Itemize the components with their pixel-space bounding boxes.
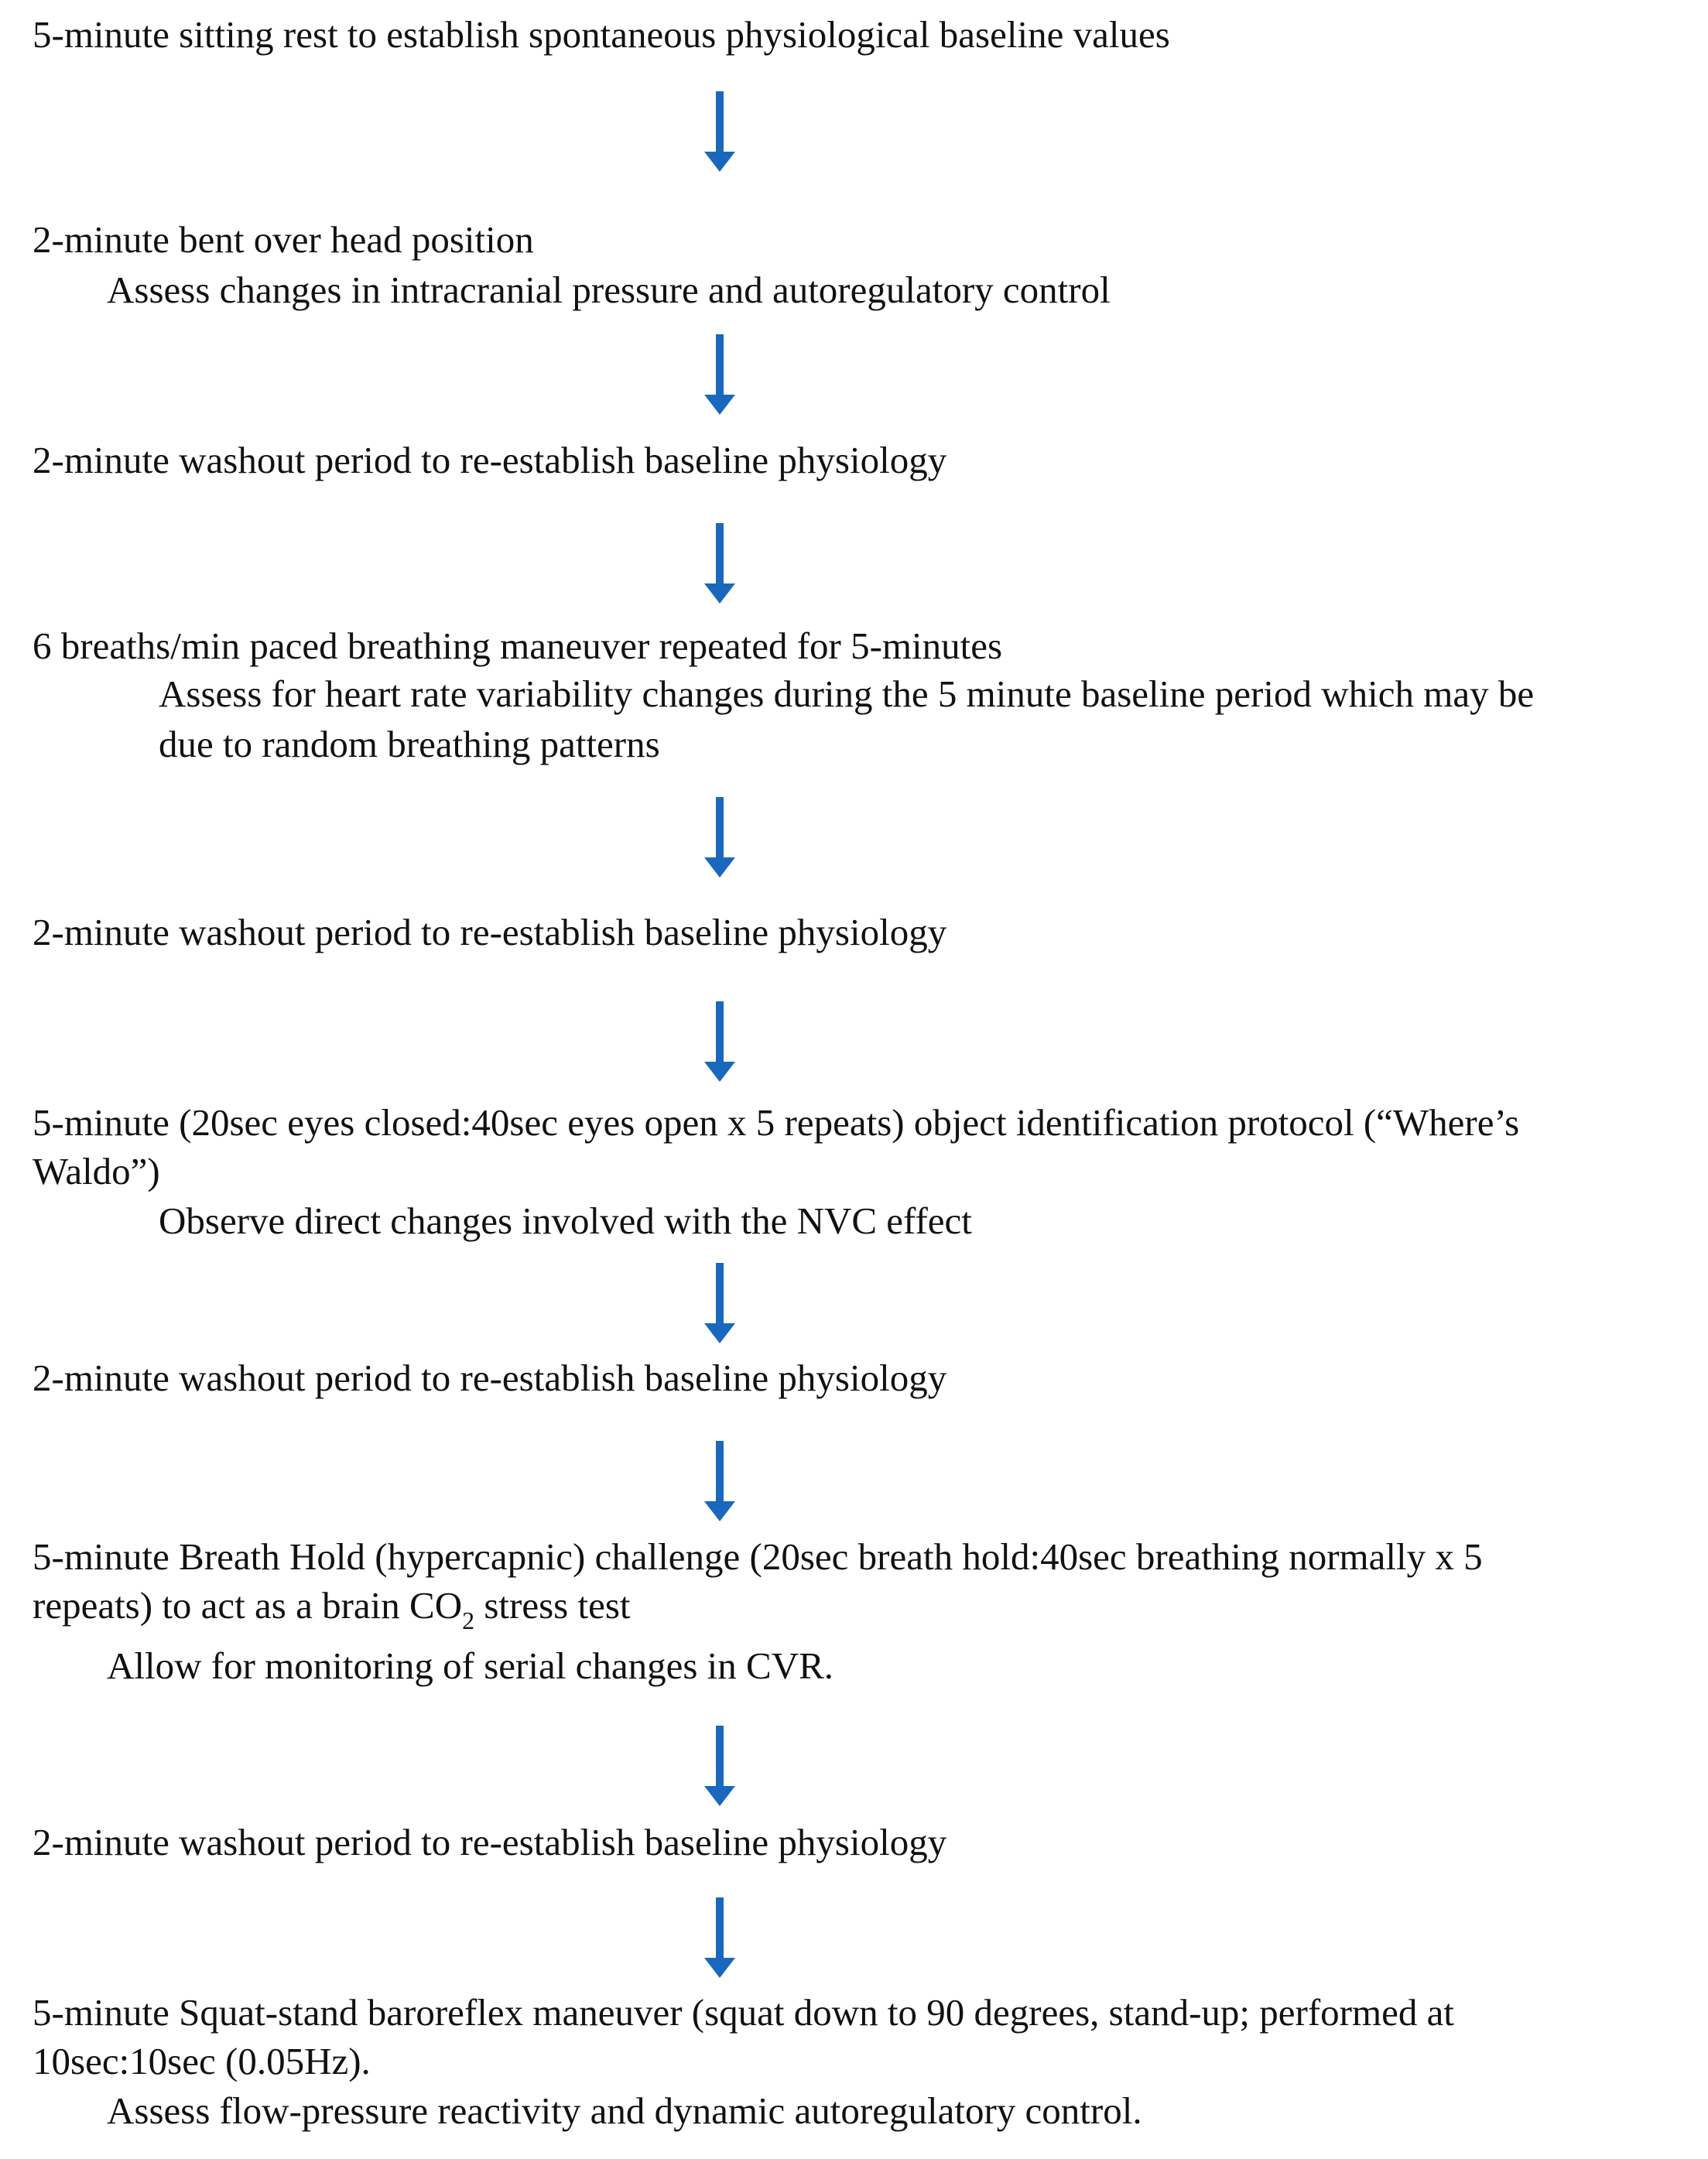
down-arrow-icon <box>697 1263 743 1343</box>
down-arrow-shape <box>704 523 735 604</box>
down-arrow-icon <box>697 797 743 878</box>
down-arrow-shape <box>704 1726 735 1806</box>
down-arrow-shape <box>704 334 735 415</box>
down-arrow-icon <box>697 1897 743 1978</box>
down-arrow-shape <box>704 1897 735 1978</box>
down-arrow-icon <box>697 334 743 415</box>
down-arrow-shape <box>704 1001 735 1082</box>
down-arrow-shape <box>704 1441 735 1521</box>
step-6-detail: Observe direct changes involved with the NVC effect <box>159 1199 972 1242</box>
down-arrow-icon <box>697 1441 743 1521</box>
step-10-title-line-2: 10sec:10sec (0.05Hz). <box>33 2040 371 2082</box>
step-9-title: 2-minute washout period to re-establish baseline physiology <box>33 1821 947 1863</box>
step-8-title-line-1: 5-minute Breath Hold (hypercapnic) challenge (20sec breath hold:40sec breathing normally x 5 <box>33 1535 1483 1578</box>
down-arrow-shape <box>704 1263 735 1343</box>
down-arrow-icon <box>697 1726 743 1806</box>
step-4-detail-line-1: Assess for heart rate variability changes during the 5 minute baseline period which may be <box>159 672 1535 715</box>
step-4-title: 6 breaths/min paced breathing maneuver repeated for 5-minutes <box>33 624 1003 667</box>
step-4-detail-line-2: due to random breathing patterns <box>159 723 660 765</box>
step-8-co2-subscript: 2 <box>462 1606 475 1634</box>
down-arrow-shape <box>704 91 735 172</box>
step-10-title-line-1: 5-minute Squat-stand baroreflex maneuver (squat down to 90 degrees, stand-up; performed at <box>33 1991 1454 2034</box>
step-2-detail: Assess changes in intracranial pressure and autoregulatory control <box>107 269 1111 311</box>
step-8-title-line-2-text: repeats) to act as a brain CO <box>33 1584 463 1627</box>
step-8-detail: Allow for monitoring of serial changes in CVR. <box>107 1644 834 1687</box>
step-5-title: 2-minute washout period to re-establish baseline physiology <box>33 911 947 953</box>
step-3-title: 2-minute washout period to re-establish baseline physiology <box>33 439 947 481</box>
down-arrow-shape <box>704 797 735 878</box>
step-2-title: 2-minute bent over head position <box>33 218 534 261</box>
down-arrow-icon <box>697 1001 743 1082</box>
down-arrow-icon <box>697 91 743 172</box>
step-1-title: 5-minute sitting rest to establish spontaneous physiological baseline values <box>33 13 1170 56</box>
step-8-title-line-2 <box>33 1581 631 1634</box>
step-7-title: 2-minute washout period to re-establish baseline physiology <box>33 1357 947 1399</box>
down-arrow-icon <box>697 523 743 604</box>
step-10-detail: Assess flow-pressure reactivity and dynamic autoregulatory control. <box>107 2089 1142 2132</box>
step-8-title-line-2-end: stress test <box>474 1584 631 1627</box>
step-6-title-line-1: 5-minute (20sec eyes closed:40sec eyes open x 5 repeats) object identification protocol (“Where’s <box>33 1101 1520 1144</box>
step-6-title-line-2: Waldo”) <box>33 1150 160 1192</box>
